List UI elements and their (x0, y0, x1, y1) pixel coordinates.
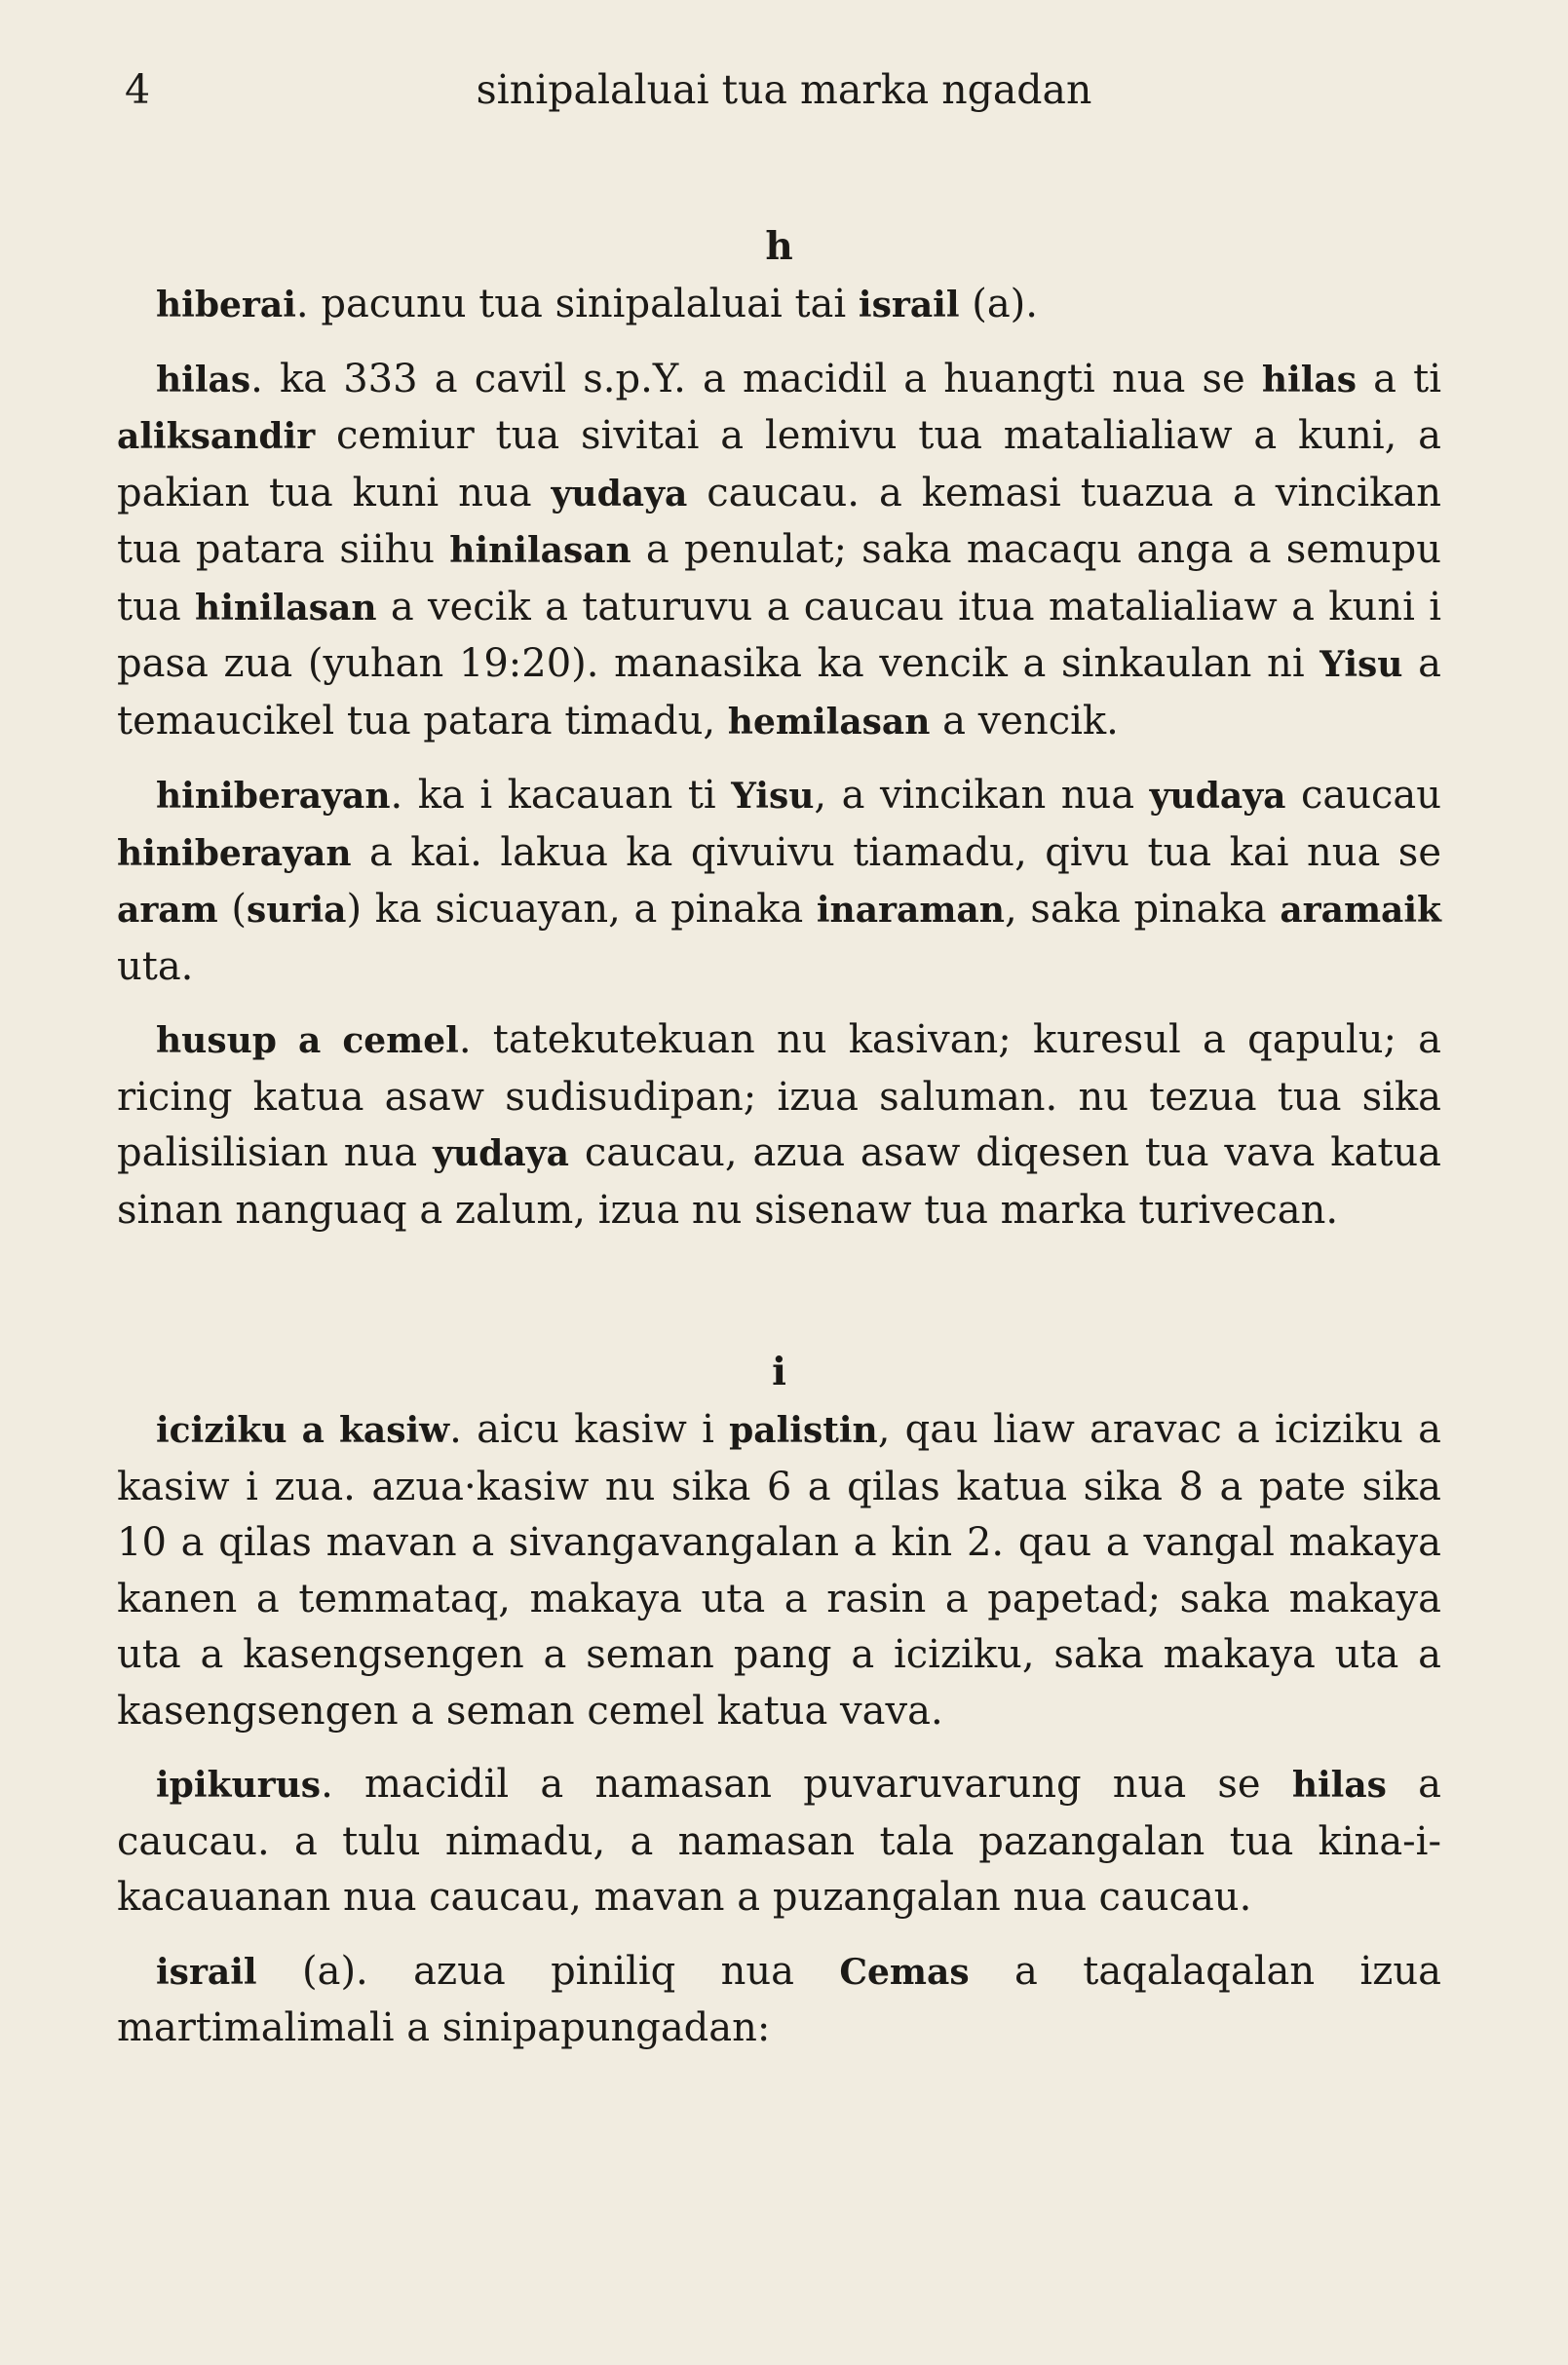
headword: israil (156, 1951, 257, 1993)
headword: hiniberayan (156, 776, 391, 817)
entry-hilas: hilas. ka 333 a cavil s.p.Y. a macidil a huangti nua se hilas a ti aliksandir cemiur tua sivitai a lemivu tua matalialiaw a kuni, a pakian tua kuni nua yudaya caucau. a kemasi tuazua a vincikan tua patara siihu hinilasan a penulat; saka macaqu anga a semupu tua hinilasan a vecik a taturuvu a caucau itua matalialiaw a kuni i pasa zua (yuhan 19:20). manasika ka vencik a sinkaulan ni Yisu a temaucikel tua patara timadu, hemilasan a vencik. (117, 356, 1442, 744)
section-letter-i: i (772, 1350, 786, 1394)
page-number: 4 (125, 66, 151, 113)
glossary-content (117, 216, 1441, 2075)
entry-hiberai: hiberai. pacunu tua sinipalaluai tai israil (a). (156, 282, 1038, 326)
section-spacer (117, 1256, 1441, 1342)
entry-israil: israil (a). azua piniliq nua Cemas a taqalaqalan izua martimalimali a sinipapungadan: (117, 1948, 1441, 2050)
entry-iciziku-a-kasiw: iciziku a kasiw. aicu kasiw i palistin, qau liaw aravac a iciziku a kasiw i zua. azua·kasiw nu sika 6 a qilas katua sika 8 a pate sika 10 a qilas mavan a sivangavangalan a kin 2. qau a vangal makaya kanen a temmataq, makaya uta a rasin a papetad; saka makaya uta a kasengsengen a seman pang a iciziku, saka makaya uta a kasengsengen a seman cemel katua vava. (117, 1407, 1441, 1734)
headword: hilas (156, 359, 251, 401)
entry-husup-a-cemel: husup a cemel. tatekutekuan nu kasivan; kuresul a qapulu; a ricing katua asaw sudisudipan; izua saluman. nu tezua tua sika palisilisian nua yudaya caucau, azua asaw diqesen tua vava katua sinan nanguaq a zalum, izua nu sisenaw tua marka turivecan. (117, 1017, 1441, 1233)
running-title: sinipalaluai tua marka ngadan (476, 66, 1092, 113)
section-letter-h: h (765, 224, 793, 269)
entry-ipikurus: ipikurus. macidil a namasan puvaruvarung nua se hilas a caucau. a tulu nimadu, a namasan tala pazangalan tua kina-i-kacauanan nua caucau, mavan a puzangalan nua caucau. (117, 1762, 1442, 1920)
page-header (117, 60, 1451, 119)
headword: iciziku a kasiw (156, 1410, 450, 1451)
headword: husup a cemel (156, 1020, 459, 1061)
headword: ipikurus (156, 1765, 322, 1806)
headword: hiberai (156, 285, 296, 325)
entry-hiniberayan: hiniberayan. ka i kacauan ti Yisu, a vincikan nua yudaya caucau hiniberayan a kai. lakua ka qivuivu tiamadu, qivu tua kai nua se aram (suria) ka sicuayan, a pinaka inaraman, saka pinaka aramaik uta. (117, 773, 1441, 989)
